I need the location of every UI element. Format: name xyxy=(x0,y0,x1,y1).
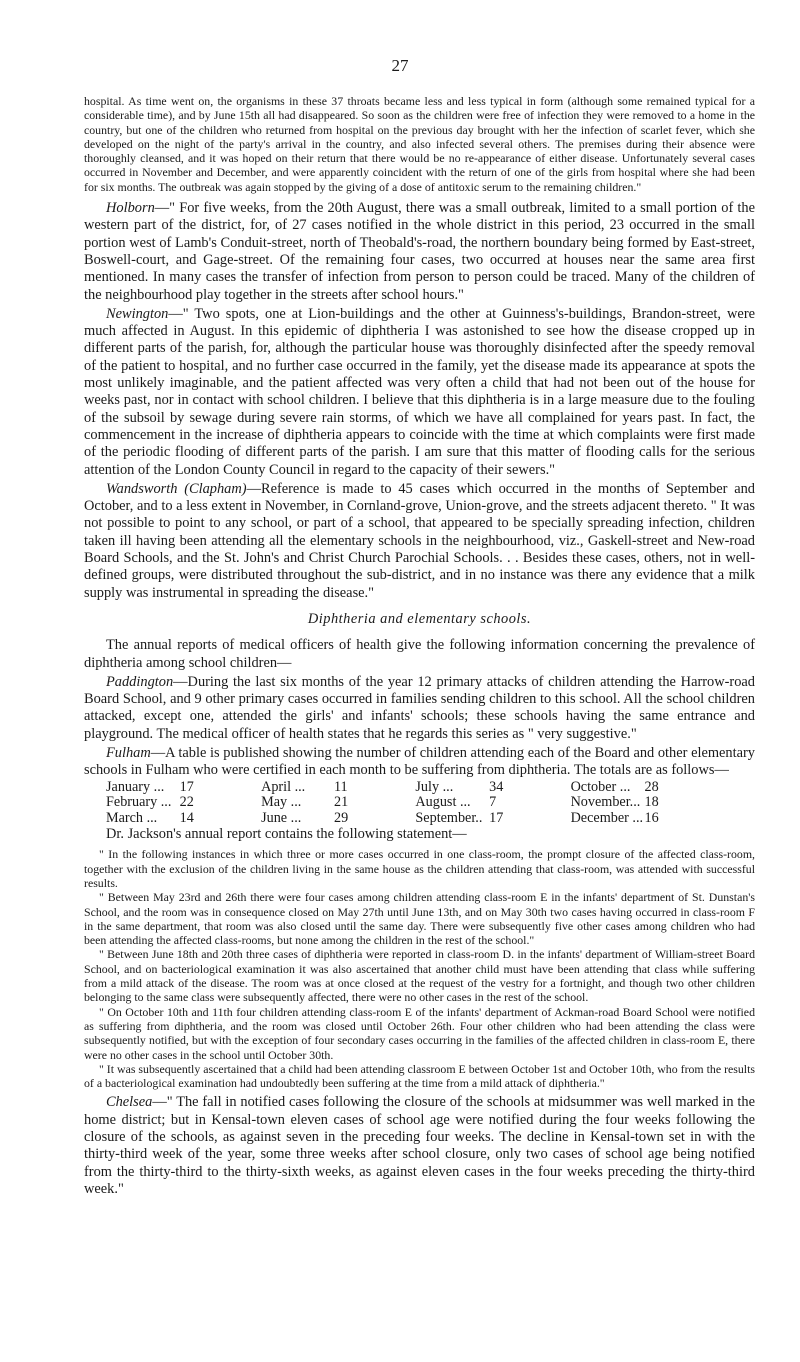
quote-paragraph: " Between May 23rd and 26th there were four cases among children attending class-room E in the infants' department of St. Dunstan's School, and the room was in consequence closed on May 27th until June 13th, and on May 30th two cases having occurred in class-room F in the same department, that room was also closed until the same day. There were subsequently five other cases among children who had been attending the affected class-rooms, but none among the children in the rest of the school." xyxy=(84,890,755,948)
paragraph-text: —" Two spots, one at Lion-buildings and the other at Guinness's-buildings, Brandon-street, were much affected in August. In this epidemic of diphtheria I was astonished to see how the disease cropped up in different parts of the parish, for, although the particular house was thoroughly disinfected after the speedy removal of the patient to hospital, and no further case occurred in the family, yet the disease made its appearance at spots the most unlikely imaginable, and the patient affected was very often a child that had not been out of the house for weeks past, nor in contact with school children. I believe that this diphtheria is in a large measure due to the fouling of the subsoil by sewage during severe rain storms, of which we have all complained for years past. In fact, the commencement in the increase of diphtheria appears to coincide with the time at which complaints were first made of the periodic flooding of different parts of the parish. I am sure that this matter of flooding calls for the serious attention of the London County Council in regard to the capacity of their sewers." xyxy=(84,305,755,478)
place-name: Chelsea xyxy=(106,1094,153,1111)
place-name: Wandsworth (Clapham) xyxy=(106,480,247,497)
month-value: 22 xyxy=(179,794,194,811)
chelsea-section xyxy=(84,1094,755,1198)
paragraph-text: —Reference is made to 45 cases which occurred in the months of September and October, and to a less extent in November, in Cornland-grove, Union-grove, and the streets adjacent thereto. " It was not possible to point to any school, or part of a school, that appeared to be specially spreading infection, children taken ill having been attending all the elementary schools in the neighbourhood, viz., Gaskell-street and New-road Board Schools, and the St. John's and Christ Church Parochial Schools. . . Besides these cases, others, not in well-defined groups, were distributed throughout the sub-district, and in no instance was there any evidence that a milk supply was instrumental in spreading the disease." xyxy=(84,480,755,601)
month-value: 7 xyxy=(489,794,497,811)
month-value: 11 xyxy=(333,778,348,795)
month-label: April ... xyxy=(261,778,306,795)
place-name: Paddington xyxy=(106,673,174,690)
section-heading: Diphtheria and elementary schools. xyxy=(307,610,532,627)
month-label: October ... xyxy=(570,778,631,795)
month-value: 29 xyxy=(333,809,349,826)
month-label: February ... xyxy=(106,794,172,811)
month-label: May ... xyxy=(261,794,302,811)
place-name: Newington xyxy=(106,305,169,322)
holborn-paragraph xyxy=(84,200,755,304)
table-row xyxy=(106,780,726,796)
month-value: 21 xyxy=(333,794,349,811)
fulham-paragraph xyxy=(84,745,755,780)
district-reports xyxy=(84,200,755,843)
wandsworth-paragraph xyxy=(84,481,755,602)
month-value: 34 xyxy=(489,778,504,795)
newington-paragraph xyxy=(84,306,755,479)
quote-paragraph: " On October 10th and 11th four children attending class-room E of the infants' department of Ackman-road Board School were notified as suffering from diphtheria, and the room was closed until October 26th. Four other children who had been attending the class were subsequently notified, but with the exception of four secondary cases occurring in the families of the affected children in class-room E, there were no other cases in the school until October 30th. xyxy=(84,1004,755,1062)
place-name: Holborn xyxy=(106,200,155,217)
quote-paragraph: " In the following instances in which three or more cases occurred in one class-room, the prompt closure of the affected class-room, together with the exclusion of the children living in the same house as the children attending that class-room, was attended with successful results. xyxy=(84,847,755,890)
page-number: 27 xyxy=(391,56,409,75)
month-label: January ... xyxy=(106,778,165,795)
place-name: Fulham xyxy=(106,744,151,761)
month-value: 14 xyxy=(179,809,194,826)
month-label: July ... xyxy=(415,778,454,795)
month-value: 18 xyxy=(644,794,659,811)
chelsea-paragraph xyxy=(84,1094,755,1198)
month-value: 17 xyxy=(179,778,194,795)
month-label: September.. xyxy=(415,809,483,826)
month-label: November... xyxy=(570,794,641,811)
month-value: 28 xyxy=(644,778,659,795)
intro-paragraph: The annual reports of medical officers of health give the following information concerning the prevalence of diphtheria among school children— xyxy=(84,637,755,671)
month-value: 17 xyxy=(489,809,504,826)
jackson-intro: Dr. Jackson's annual report contains the following statement— xyxy=(106,826,467,843)
top-quote xyxy=(84,94,755,194)
paragraph-text: —" For five weeks, from the 20th August, there was a small outbreak, limited to a small portion of the western part of the district, for, of 27 cases notified in the whole district in this period, 23 occurred in the small portion west of Lamb's Conduit-street, north of Theobald's-road, the northern boundary being formed by East-street, Boswell-court, and Gage-street. Of the remaining four cases, two occurred at houses near the same area first mentioned. In many cases the transfer of infection from person to person could be traced. Many of the children of the neighbourhood play together in the streets after school hours." xyxy=(84,200,755,303)
month-label: August ... xyxy=(415,794,471,811)
table-row xyxy=(106,795,726,811)
quote-paragraph: " Between June 18th and 20th three cases of diphtheria were reported in class-room D. in the infants' department of William-street Board School, and on bacteriological examination it was also ascertained that another child must have been attending that class while suffering from a mild attack of the disease. The room was at once closed at the request of the vestry for a fortnight, and though two other children belonging to the same class were subsequently affected, there were no other cases in the rest of the school. xyxy=(84,947,755,1005)
month-label: June ... xyxy=(261,809,302,826)
quote-paragraph: " It was subsequently ascertained that a child had been attending classroom E between October 1st and October 10th, who from the results of a bacteriological examination had undoubtedly been suffering at the time from a mild attack of diphtheria." xyxy=(84,1061,755,1091)
paddington-paragraph xyxy=(84,674,755,743)
paragraph-text: —During the last six months of the year 12 primary attacks of children attending the Harrow-road Board School, and 9 other primary cases occurred in families sending children to this school. All the school children attacked, except one, attended the girls' and infants' schools; these schools having the same entrance and playground. The medical officer of health states that he regards this series as " very suggestive." xyxy=(84,673,755,742)
quote-paragraph: hospital. As time went on, the organisms in these 37 throats became less and less typical in form (although some remained typical for a considerable time), and by June 15th all had disappeared. So soon as the children were free of infection they were removed to a home in the country, but one of the children who returned from hospital on the previous day brought with her the infection of scarlet fever, which she developed on the night of the party's arrival in the country, and also infected several others. The premises during their absence were thoroughly cleansed, and it was hoped on their return that there would be no re-appearance of either disease. Unfortunately several cases occurred in November and December, and were apparently coincident with the return of one of the girls from hospital where she had been for six months. The outbreak was again stopped by the giving of a dose of antitoxic serum to the remaining children." xyxy=(84,94,755,194)
table-row xyxy=(106,811,726,827)
page-body xyxy=(84,94,755,1198)
jackson-quote xyxy=(84,847,755,1090)
month-label: December ... xyxy=(570,809,644,826)
fulham-monthly-table xyxy=(106,780,726,827)
month-label: March ... xyxy=(106,809,158,826)
paragraph-text: —" The fall in notified cases following the closure of the schools at midsummer was well marked in the home district; but in Kensal-town eleven cases of school age were notified during the four weeks following the closure of the schools, as against seven in the preceding four weeks. The decline in Kensal-town set in with the thirty-third week of the year, some three weeks after school closure, only two cases of school age being notified from the thirty-third to the thirty-sixth weeks, as against eleven cases in the four weeks preceding the thirty-third week." xyxy=(84,1094,755,1197)
paragraph-text: —A table is published showing the number of children attending each of the Board and other elementary schools in Fulham who were certified in each month to be suffering from diphtheria. The totals are as follows— xyxy=(84,744,755,779)
month-value: 16 xyxy=(644,809,659,826)
